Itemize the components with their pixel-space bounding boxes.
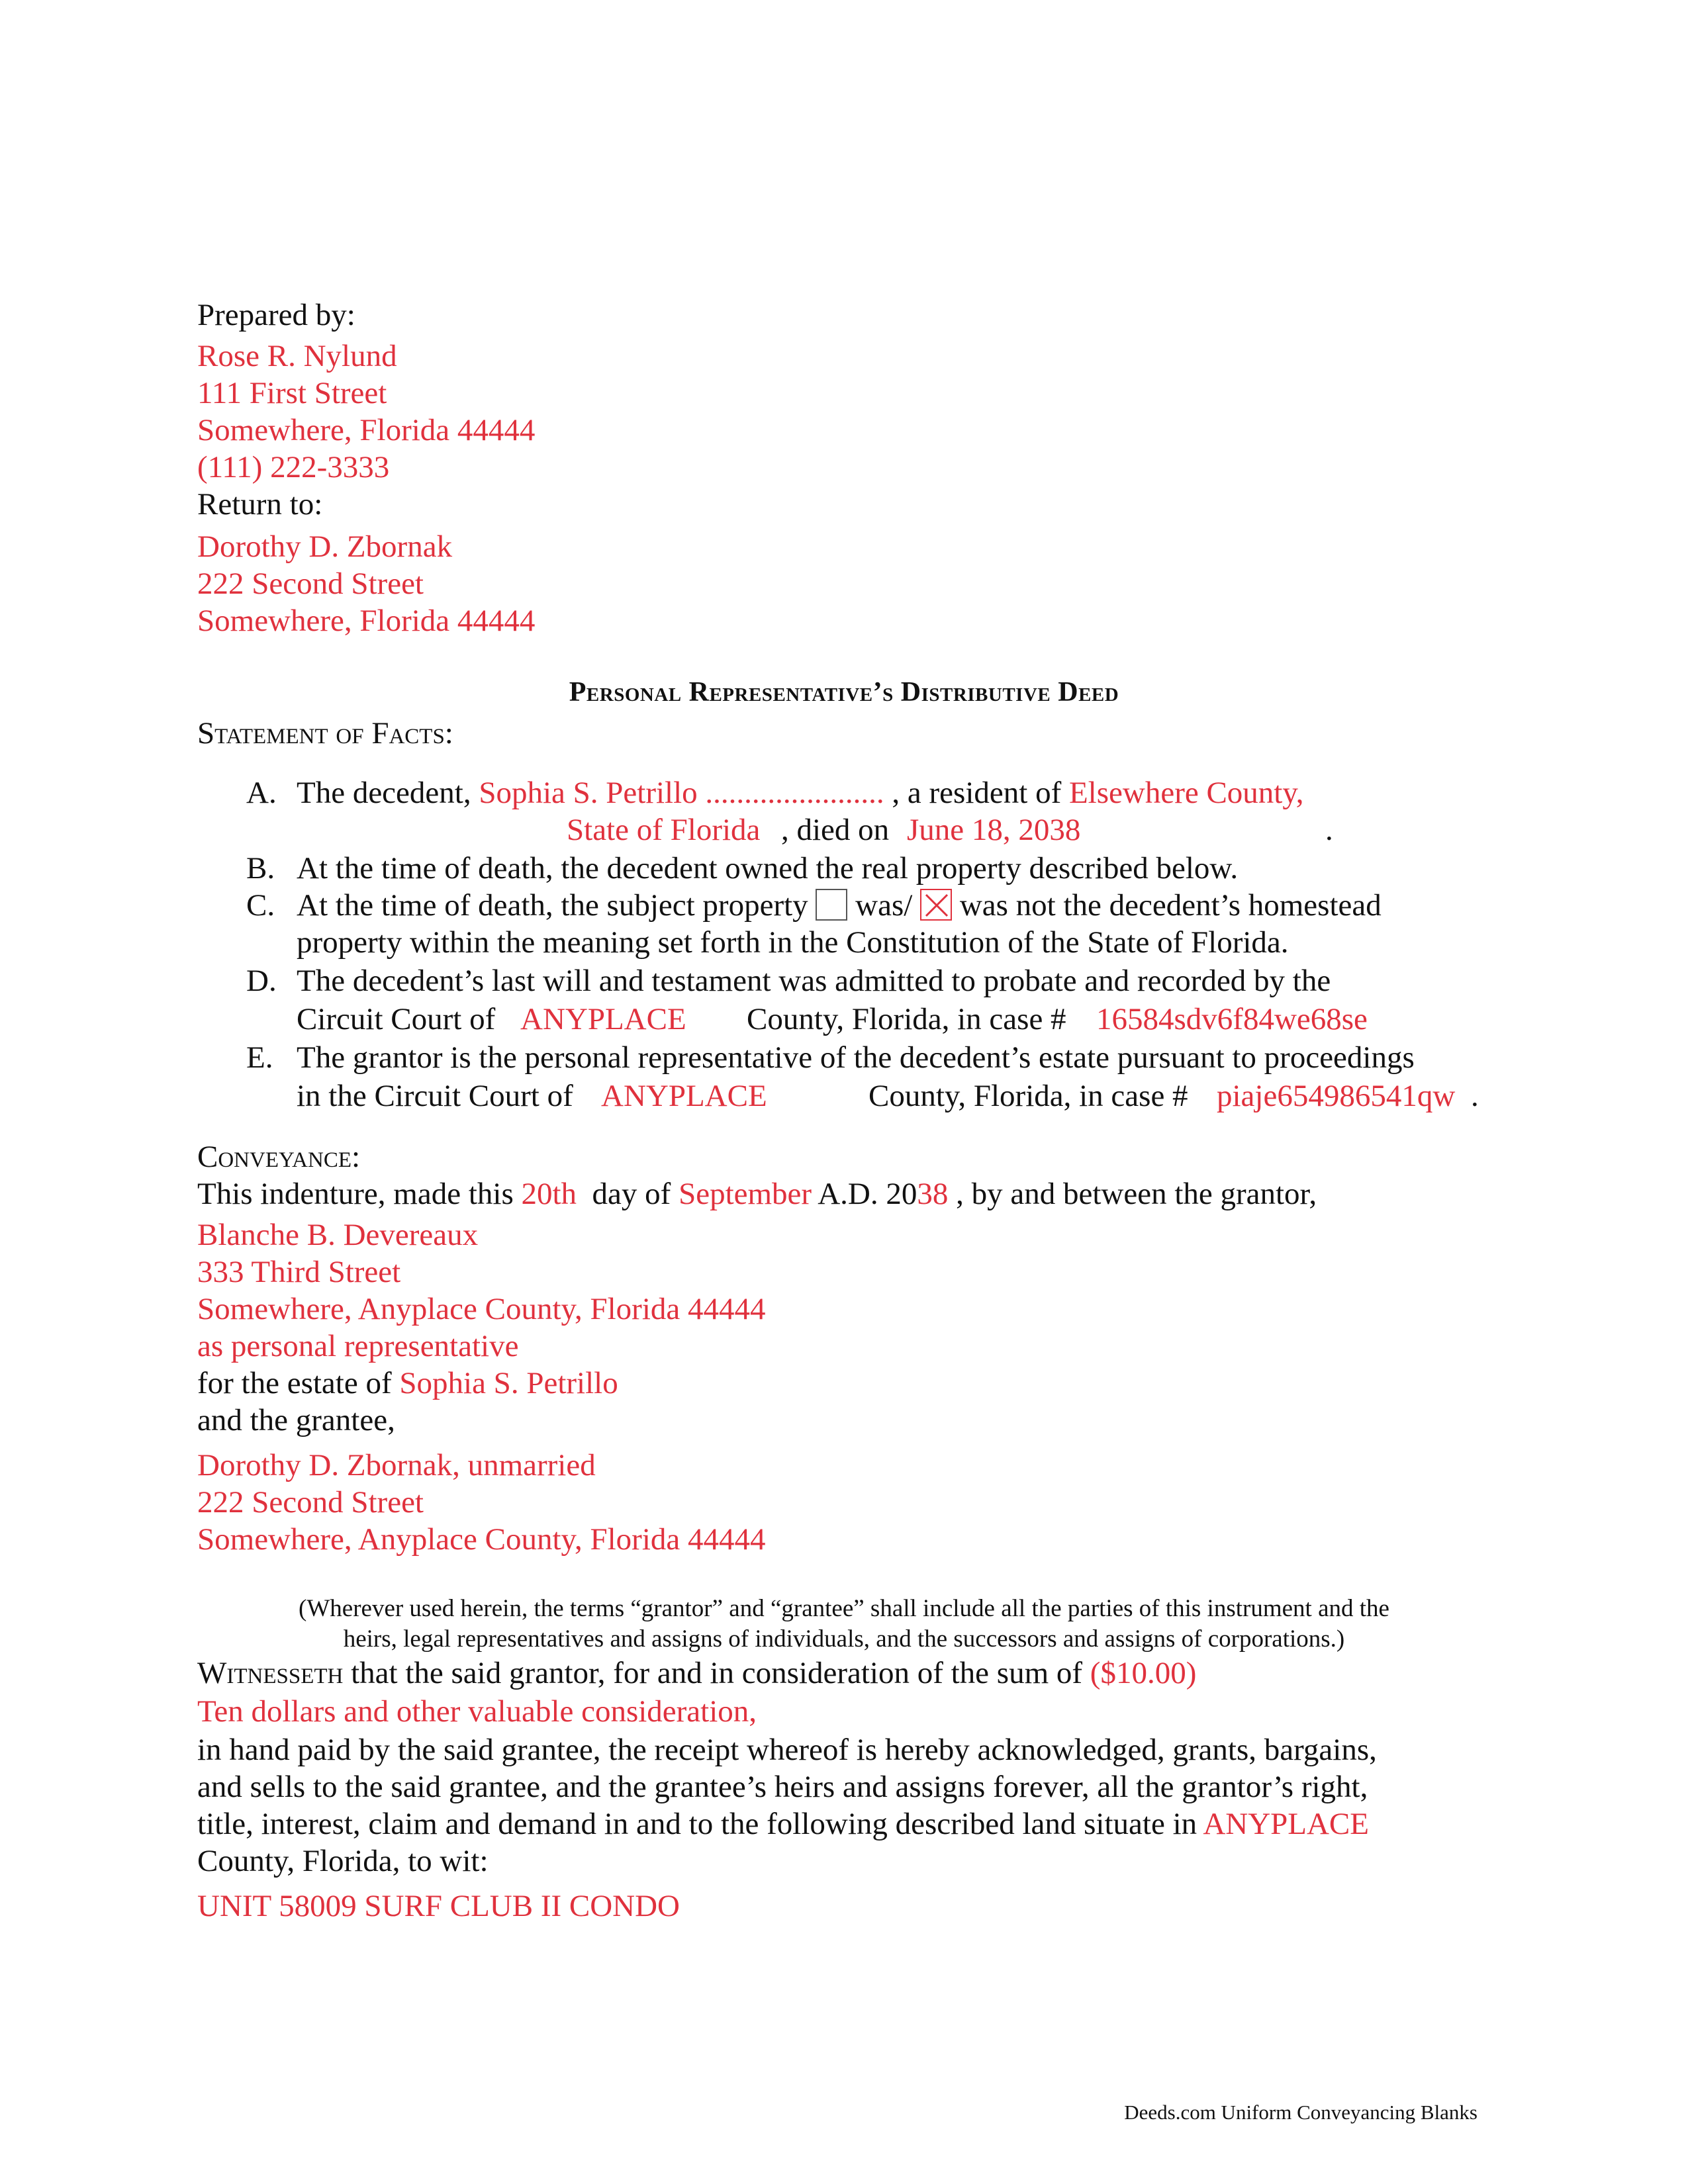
prepared-by-label: Prepared by:	[197, 298, 355, 332]
grantor-capacity[interactable]: as personal representative	[197, 1329, 519, 1363]
grantor-name[interactable]: Blanche B. Devereaux	[197, 1218, 479, 1252]
probate-county[interactable]: ANYPLACE	[520, 1002, 686, 1036]
residence-state[interactable]: State of Florida	[567, 813, 761, 847]
witnesseth-word: Witnesseth	[197, 1656, 344, 1690]
preparer-name[interactable]: Rose R. Nylund	[197, 339, 397, 373]
fact-a-letter: A.	[246, 776, 277, 810]
indenture-month[interactable]: September	[679, 1177, 812, 1211]
fact-a-text2: , a resident of	[892, 776, 1062, 810]
return-name[interactable]: Dorothy D. Zbornak	[197, 529, 453, 564]
fact-b-letter: B.	[246, 851, 275, 886]
residence-county[interactable]: Elsewhere County,	[1068, 776, 1304, 810]
witnesseth-line	[197, 1655, 1196, 1692]
homestead-was-checkbox[interactable]	[816, 889, 847, 921]
fact-d-county-case: County, Florida, in case #	[747, 1002, 1066, 1036]
deed-title: Personal Representative’s Distributive Deed	[569, 677, 1119, 707]
fact-a-died-on: , died on	[781, 813, 890, 847]
grant-clause-line3	[197, 1805, 1369, 1843]
fact-e-county-case: County, Florida, in case #	[868, 1079, 1188, 1113]
preparer-phone[interactable]: (111) 222-3333	[197, 450, 390, 484]
preparer-city[interactable]: Somewhere, Florida 44444	[197, 413, 536, 447]
grantee-city[interactable]: Somewhere, Anyplace County, Florida 44444	[197, 1522, 766, 1557]
indenture-text4: , by and between the grantor,	[956, 1177, 1317, 1211]
fact-d-letter: D.	[246, 964, 277, 998]
fact-a-text1: The decedent,	[297, 776, 471, 810]
indenture-day[interactable]: 20th	[521, 1177, 577, 1211]
fact-c-line1	[297, 887, 1382, 924]
fact-d-line1: The decedent’s last will and testament was admitted to probate and recorded by the	[297, 964, 1331, 998]
preparer-street[interactable]: 111 First Street	[197, 376, 387, 410]
grant-clause-line4: County, Florida, to wit:	[197, 1844, 489, 1878]
fact-c-letter: C.	[246, 888, 275, 923]
definitions-note-line2: heirs, legal representatives and assigns of individuals, and the successors and assigns of corporations.)	[343, 1625, 1345, 1653]
land-county[interactable]: ANYPLACE	[1203, 1807, 1369, 1841]
conveyance-heading: Conveyance:	[197, 1140, 361, 1174]
decedent-name[interactable]: Sophia S. Petrillo .......................	[479, 776, 884, 810]
witnesseth-text: that the said grantor, for and in consideration of the sum of	[351, 1656, 1083, 1690]
indenture-line	[197, 1175, 1317, 1212]
grant-clause-text3: title, interest, claim and demand in and to the following described land situate in	[197, 1807, 1197, 1841]
fact-a-period: .	[1325, 813, 1333, 847]
grantor-city[interactable]: Somewhere, Anyplace County, Florida 44444	[197, 1292, 766, 1326]
indenture-year[interactable]: 38	[917, 1177, 949, 1211]
fact-e-circuit-court: in the Circuit Court of	[297, 1079, 573, 1113]
fact-d-circuit-court: Circuit Court of	[297, 1002, 496, 1036]
fact-e-line1: The grantor is the personal representative of the decedent’s estate pursuant to proceedings	[297, 1040, 1415, 1075]
grantee-name[interactable]: Dorothy D. Zbornak, unmarried	[197, 1448, 596, 1482]
checkmark-x-icon	[923, 892, 950, 919]
fact-c-line2: property within the meaning set forth in the Constitution of the State of Florida.	[297, 925, 1289, 960]
indenture-text2: day of	[592, 1177, 671, 1211]
grantee-label: and the grantee,	[197, 1403, 395, 1437]
consideration-amount[interactable]: ($10.00)	[1090, 1656, 1197, 1690]
indenture-text1: This indenture, made this	[197, 1177, 514, 1211]
proceedings-case-number[interactable]: piaje654986541qw	[1217, 1079, 1456, 1113]
estate-name[interactable]: Sophia S. Petrillo	[399, 1366, 618, 1400]
definitions-note-line1: (Wherever used herein, the terms “grantor” and “grantee” shall include all the parties of this instrument and the	[299, 1595, 1389, 1622]
probate-case-number[interactable]: 16584sdv6f84we68se	[1096, 1002, 1368, 1036]
indenture-text3: A.D. 20	[818, 1177, 917, 1211]
return-to-label: Return to:	[197, 487, 323, 522]
grant-clause-line2: and sells to the said grantee, and the grantee’s heirs and assigns forever, all the grantor’s right,	[197, 1770, 1368, 1804]
fact-a-line1	[297, 774, 1304, 811]
facts-heading: Statement of Facts:	[197, 716, 453, 751]
fact-b-text: At the time of death, the decedent owned the real property described below.	[297, 851, 1239, 886]
homestead-was-not-checkbox[interactable]	[920, 889, 952, 921]
fact-c-was-label: was/	[855, 888, 913, 923]
proceedings-county[interactable]: ANYPLACE	[601, 1079, 767, 1113]
estate-label: for the estate of	[197, 1366, 392, 1400]
death-date[interactable]: June 18, 2038	[907, 813, 1081, 847]
consideration-words[interactable]: Ten dollars and other valuable consideration,	[197, 1694, 757, 1729]
fact-c-text1: At the time of death, the subject property	[297, 888, 808, 923]
grantor-street[interactable]: 333 Third Street	[197, 1255, 401, 1289]
fact-e-letter: E.	[246, 1040, 273, 1075]
grant-clause-line1: in hand paid by the said grantee, the receipt whereof is hereby acknowledged, grants, bargains,	[197, 1733, 1377, 1767]
legal-description[interactable]: UNIT 58009 SURF CLUB II CONDO	[197, 1889, 680, 1923]
return-street[interactable]: 222 Second Street	[197, 567, 424, 601]
estate-line	[197, 1365, 618, 1402]
return-city[interactable]: Somewhere, Florida 44444	[197, 604, 536, 638]
footer-brand: Deeds.com Uniform Conveyancing Blanks	[1124, 2101, 1477, 2124]
grantee-street[interactable]: 222 Second Street	[197, 1485, 424, 1520]
fact-e-period: .	[1471, 1079, 1479, 1113]
fact-c-was-not-label: was not the decedent’s homestead	[959, 888, 1382, 923]
